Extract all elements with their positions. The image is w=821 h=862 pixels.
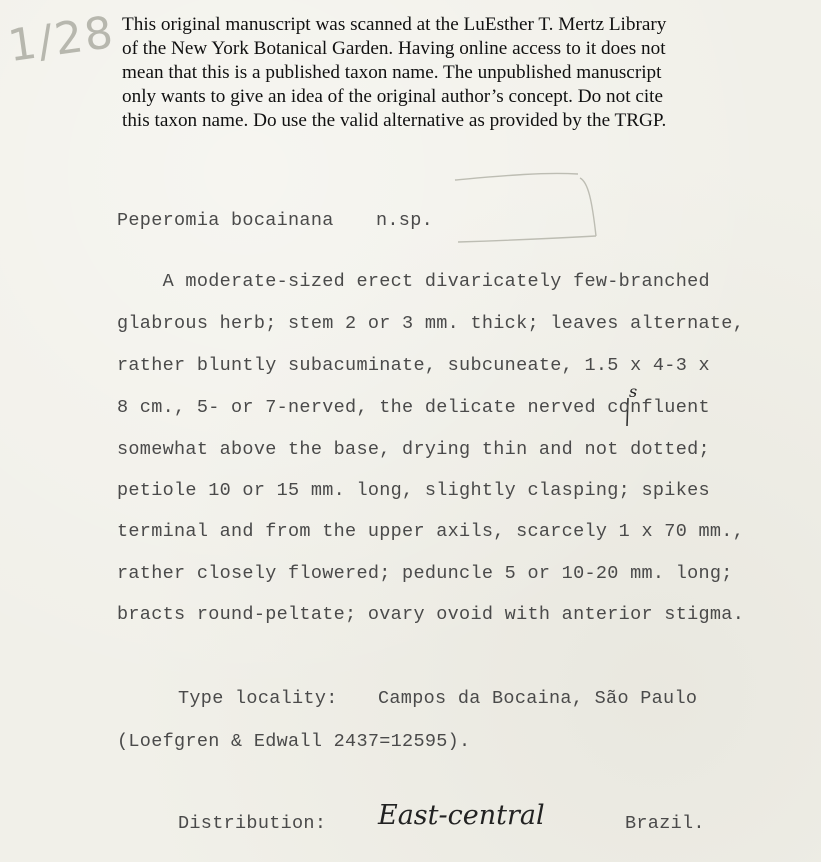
notice-line: This original manuscript was scanned at the LuEsther T. Mertz Library xyxy=(122,14,667,35)
handwritten-correction: s xyxy=(629,382,638,401)
description-line: rather bluntly subacuminate, subcuneate, 1.5 x 4-3 x xyxy=(117,355,710,376)
species-name: Peperomia bocainana xyxy=(117,210,334,231)
description-line: terminal and from the upper axils, scarcely 1 x 70 mm., xyxy=(117,521,745,542)
margin-note: 1/28 xyxy=(4,6,118,73)
description-line: rather closely flowered; peduncle 5 or 10-20 mm. long; xyxy=(117,563,733,584)
description-line: glabrous herb; stem 2 or 3 mm. thick; leaves alternate, xyxy=(117,313,745,334)
description-line: 8 cm., 5- or 7-nerved, the delicate nerved confluent xyxy=(117,397,710,418)
notice-line: this taxon name. Do use the valid alternative as provided by the TRGP. xyxy=(122,110,667,131)
distribution-region: Brazil. xyxy=(625,813,705,834)
notice-line: only wants to give an idea of the original author’s concept. Do not cite xyxy=(122,86,664,107)
description-line: somewhat above the base, drying thin and not dotted; xyxy=(117,439,710,460)
species-status: n.sp. xyxy=(376,210,434,231)
notice-line: mean that this is a published taxon name. The unpublished manuscript xyxy=(122,62,662,83)
distribution-label: Distribution: xyxy=(178,813,327,834)
type-collection: (Loefgren & Edwall 2437=12595). xyxy=(117,731,471,752)
type-locality-label: Type locality: xyxy=(178,688,338,709)
description-line: petiole 10 or 15 mm. long, slightly clasping; spikes xyxy=(117,480,710,501)
description-line: A moderate-sized erect divaricately few-branched xyxy=(117,271,710,292)
distribution-handwritten: East-central xyxy=(378,800,545,831)
description-line: bracts round-peltate; ovary ovoid with anterior stigma. xyxy=(117,604,745,625)
notice-line: of the New York Botanical Garden. Having online access to it does not xyxy=(122,38,666,59)
type-locality-value: Campos da Bocaina, São Paulo xyxy=(378,688,698,709)
